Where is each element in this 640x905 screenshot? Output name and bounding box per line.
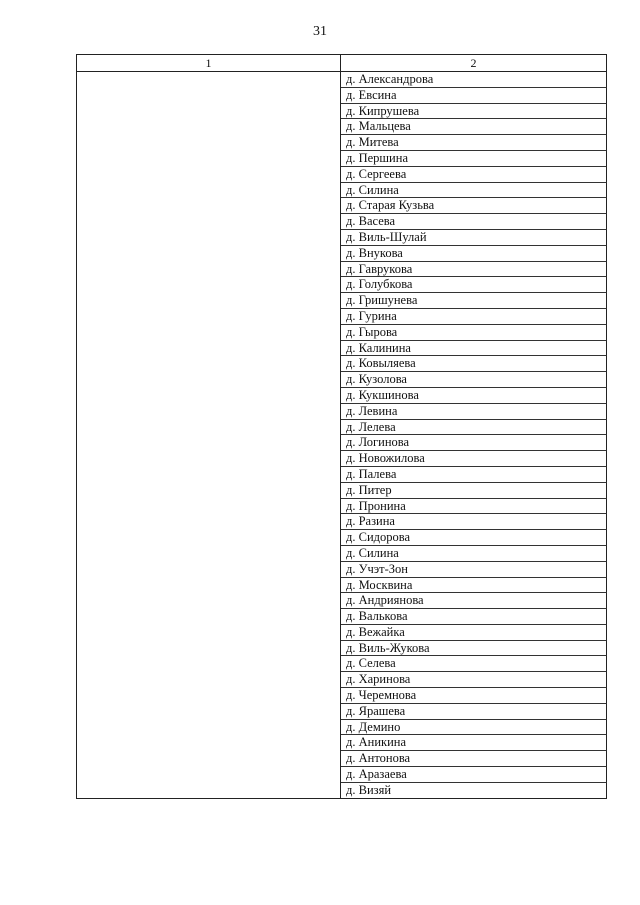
table-row: д. Ярашева	[341, 704, 607, 720]
table-row: д. Силина	[341, 183, 607, 199]
column-header-2: 2	[341, 55, 607, 71]
table-body	[77, 72, 607, 799]
table-row: д. Сидорова	[341, 530, 607, 546]
table-row: д. Гришунева	[341, 293, 607, 309]
column-header-1: 1	[77, 55, 341, 71]
table-row: д. Разина	[341, 514, 607, 530]
table-row: д. Гурина	[341, 309, 607, 325]
table-row: д. Першина	[341, 151, 607, 167]
table-row: д. Селева	[341, 656, 607, 672]
table-row: д. Андриянова	[341, 593, 607, 609]
table-row: д. Александрова	[341, 72, 607, 88]
table-row: д. Аникина	[341, 735, 607, 751]
table-row: д. Митева	[341, 135, 607, 151]
table-row: д. Голубкова	[341, 277, 607, 293]
table-row: д. Калинина	[341, 341, 607, 357]
table-row: д. Левина	[341, 404, 607, 420]
table-header-row	[77, 55, 607, 72]
table-row: д. Силина	[341, 546, 607, 562]
table-row: д. Антонова	[341, 751, 607, 767]
table-row: д. Виль-Шулай	[341, 230, 607, 246]
table-row: д. Вежайка	[341, 625, 607, 641]
table-row: д. Кукшинова	[341, 388, 607, 404]
table-row: д. Питер	[341, 483, 607, 499]
column-2-list	[341, 72, 607, 799]
table-row: д. Внукова	[341, 246, 607, 262]
table-row: д. Валькова	[341, 609, 607, 625]
table-row: д. Евсина	[341, 88, 607, 104]
table-row: д. Черемнова	[341, 688, 607, 704]
table-row: д. Васева	[341, 214, 607, 230]
table-row: д. Новожилова	[341, 451, 607, 467]
table-row: д. Кузолова	[341, 372, 607, 388]
table-row: д. Логинова	[341, 435, 607, 451]
table-row: д. Пронина	[341, 499, 607, 515]
table-row: д. Гаврукова	[341, 262, 607, 278]
table-row: д. Харинова	[341, 672, 607, 688]
table-row: д. Виль-Жукова	[341, 641, 607, 657]
table-row: д. Лелева	[341, 420, 607, 436]
table-row: д. Мальцева	[341, 119, 607, 135]
column-1-merged-cell	[77, 72, 341, 799]
table-row: д. Сергеева	[341, 167, 607, 183]
table-row: д. Ковыляева	[341, 356, 607, 372]
table-row: д. Демино	[341, 720, 607, 736]
table-row: д. Аразаева	[341, 767, 607, 783]
table-row: д. Палева	[341, 467, 607, 483]
table-row: д. Москвина	[341, 578, 607, 594]
settlements-table	[76, 54, 607, 799]
table-row: д. Визяй	[341, 783, 607, 799]
table-row: д. Учэт-Зон	[341, 562, 607, 578]
table-row: д. Гырова	[341, 325, 607, 341]
page-number: 31	[313, 24, 327, 39]
table-row: д. Кипрушева	[341, 104, 607, 120]
table-row: д. Старая Кузьва	[341, 198, 607, 214]
